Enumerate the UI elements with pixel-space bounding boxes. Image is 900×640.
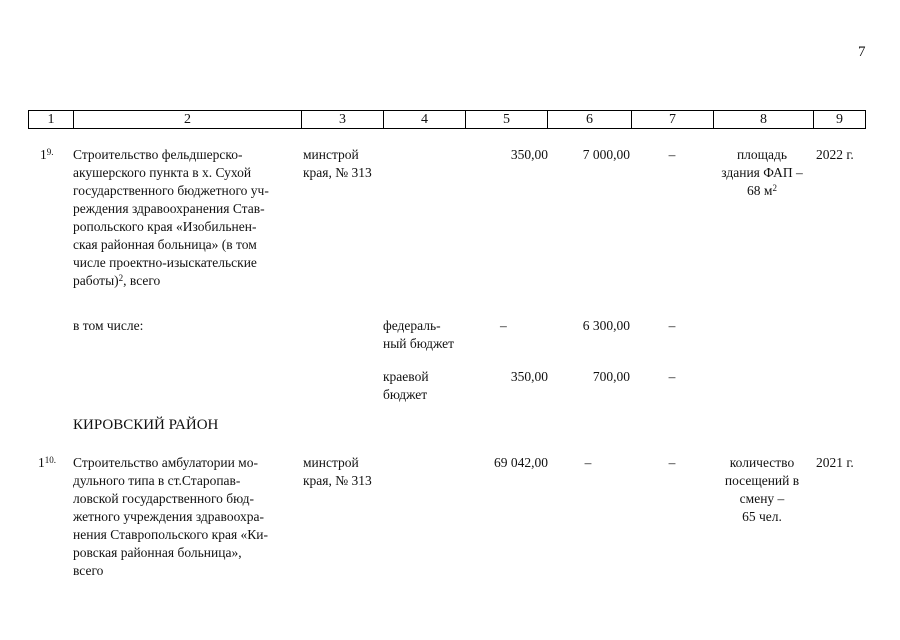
row-description: Строительство фельдшерско- акушерского пункта в х. Сухой государственного бюджетного уч- реждения здравоохранения Став- ропольского края «Изобильнен- ская районная больница» (в том числе проектно-изыскательские работы)$^2$, всего xyxy=(73,147,269,288)
header-col-1: 1 xyxy=(47,112,55,127)
row-indicator: количество посещений в смену – 65 чел. xyxy=(724,455,800,524)
header-col-8: 8 xyxy=(713,111,813,128)
row-year: 2022 г. xyxy=(816,147,854,162)
row-col7: – xyxy=(668,455,676,470)
header-col-2: 2 xyxy=(73,111,301,128)
page-number: 7 xyxy=(858,44,866,60)
row-customer: минстрой края, № 313 xyxy=(303,147,372,180)
subrow-col6: 700,00 xyxy=(592,369,630,384)
table-header-row xyxy=(28,110,866,129)
subrow-col7: – xyxy=(668,369,676,384)
header-col-7: 7 xyxy=(631,111,713,128)
subrow-col5: 350,00 xyxy=(510,369,548,384)
header-col-3: 3 xyxy=(301,111,383,128)
row-customer: минстрой края, № 313 xyxy=(303,455,372,488)
subrow-col7: – xyxy=(668,318,676,333)
subrow-source: федераль- ный бюджет xyxy=(383,318,455,351)
subrow-label: в том числе: xyxy=(73,318,144,333)
row-col5: 69 042,00 xyxy=(494,455,548,470)
row-number: $1^{9.}$ xyxy=(40,147,54,162)
row-description: Строительство амбулатории мо- дульного типа в ст.Старопав- ловской государственного бюд- жетного учреждения здравоохра- нения Ставропольского края «Ки- ровская районная больница», всего xyxy=(73,455,268,578)
row-number: $1^{10.}$ xyxy=(38,455,56,470)
header-col-5: 5 xyxy=(465,111,547,128)
header-col-4: 4 xyxy=(383,111,465,128)
subrow-col6: 6 300,00 xyxy=(582,318,630,333)
subrow-col5: – xyxy=(500,318,507,333)
row-indicator: площадь здания ФАП – 68 $м^2$ xyxy=(721,147,803,198)
row-col7: – xyxy=(668,147,676,162)
row-year: 2021 г. xyxy=(816,455,854,470)
row-col6: – xyxy=(584,455,592,470)
row-col6: 7 000,00 xyxy=(582,147,630,162)
header-col-6: 6 xyxy=(547,111,631,128)
subrow-source: краевой бюджет xyxy=(383,369,429,402)
header-col-9: 9 xyxy=(813,111,865,128)
section-title: КИРОВСКИЙ РАЙОН xyxy=(73,417,219,433)
row-col5: 350,00 xyxy=(510,147,548,162)
